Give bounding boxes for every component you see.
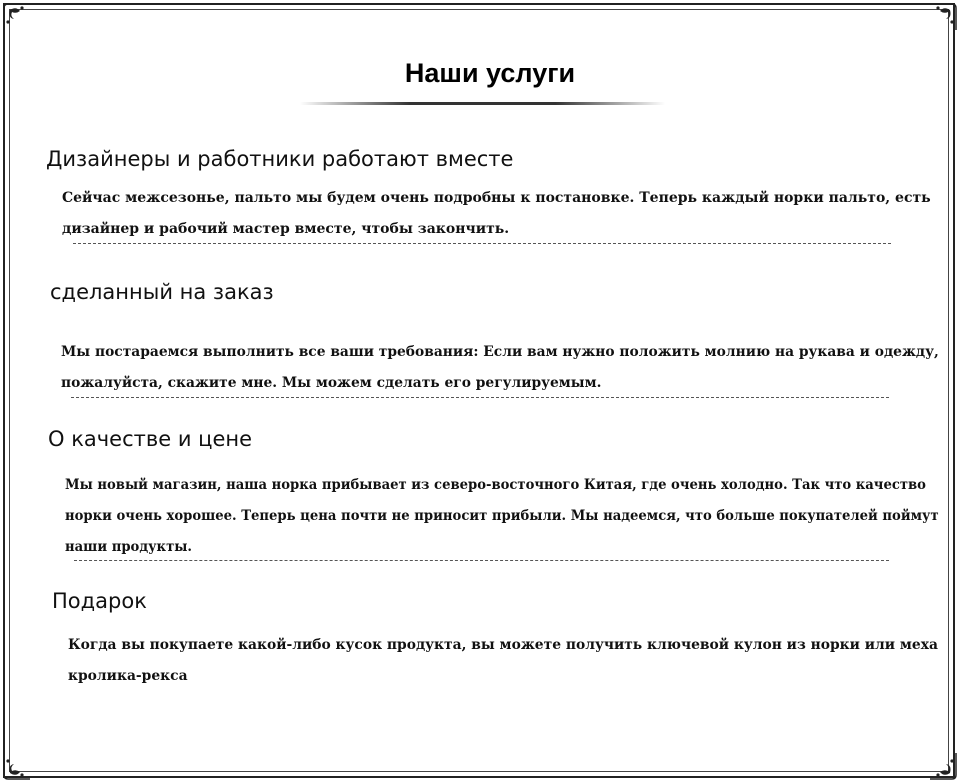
section-heading-designers: Дизайнеры и работники работают вместе — [46, 147, 514, 171]
section-heading-quality: О качестве и цене — [48, 427, 253, 451]
dashed-divider — [73, 243, 891, 244]
body-line: Мы постараемся выполнить все ваши требования: Если вам нужно положить молнию на рукава и одежду, — [61, 344, 939, 360]
body-line: пожалуйста, скажите мне. Мы можем сделать его регулируемым. — [61, 375, 602, 391]
section-body-quality — [65, 470, 960, 563]
corner-ornament-icon — [928, 2, 958, 32]
section-body-gift — [68, 630, 948, 692]
body-line: дизайнер и рабочий мастер вместе, чтобы закончить. — [62, 221, 510, 237]
corner-ornament-icon — [2, 2, 32, 32]
section-heading-gift: Подарок — [52, 589, 147, 613]
dashed-divider — [74, 560, 889, 561]
body-line: кролика-рекса — [68, 668, 188, 684]
dashed-divider — [71, 397, 889, 398]
section-body-custom — [61, 337, 950, 399]
section-heading-custom: сделанный на заказ — [50, 280, 274, 304]
body-line: наши продукты. — [65, 539, 193, 555]
title-underline — [300, 102, 665, 105]
section-body-designers — [62, 183, 931, 245]
corner-ornament-icon — [2, 751, 32, 781]
body-line: Когда вы покупаете какой-либо кусок продукта, вы можете получить ключевой кулон из норки или меха — [68, 637, 938, 653]
corner-ornament-icon — [928, 751, 958, 781]
body-line: Мы новый магазин, наша норка прибывает из северо-восточного Китая, где очень холодно. Так что качество — [65, 477, 926, 493]
body-line: Сейчас межсезонье, пальто мы будем очень подробны к постановке. Теперь каждый норки пальто, есть — [62, 190, 931, 206]
page-title: Наши услуги — [404, 58, 576, 88]
body-line: норки очень хорошее. Теперь цена почти не приносит прибыли. Мы надеемся, что больше покупателей поймут — [65, 508, 939, 524]
